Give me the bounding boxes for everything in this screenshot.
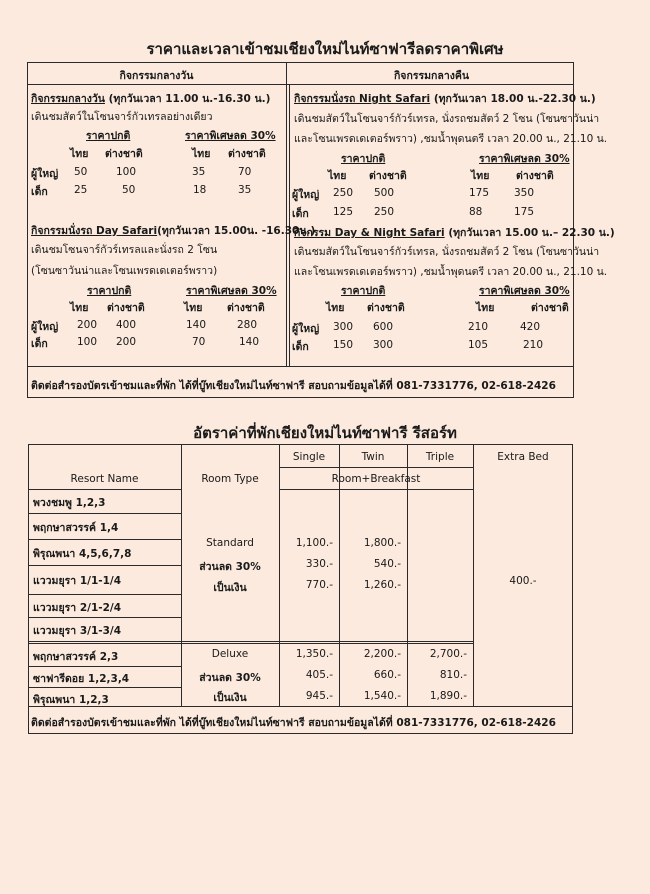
foreign-label: ต่างชาติ — [369, 170, 407, 182]
price-cell: 100 — [116, 166, 137, 178]
col-twin: Twin — [361, 451, 385, 463]
price-cell: 420 — [520, 321, 541, 333]
price-cell: 250 — [333, 187, 354, 199]
resort-name: แววมยุรา 2/1-2/4 — [33, 602, 122, 614]
room-type-deluxe: Deluxe — [211, 648, 249, 660]
night-header: กิจกรรมกลางคืน — [393, 70, 470, 82]
price-cell: 1,260.- — [363, 579, 401, 591]
net-price-label: เป็นเงิน — [213, 692, 247, 704]
price-cell: 35 — [238, 184, 252, 196]
foreign-label: ต่างชาติ — [516, 170, 554, 182]
price-cell: 50 — [122, 184, 136, 196]
adult-label: ผู้ใหญ่ — [31, 168, 59, 180]
price-cell: 70 — [192, 336, 206, 348]
col-single: Single — [292, 451, 326, 463]
day-act2-title: กิจกรรมนั่งรถ Day Safari — [31, 225, 158, 237]
resort-name: แววมยุรา 3/1-3/4 — [33, 625, 122, 637]
thai-label: ไทย — [70, 302, 89, 314]
thai-label: ไทย — [326, 302, 345, 314]
resort-name: พฤกษาสวรรค์ 2,3 — [33, 651, 119, 663]
foreign-label: ต่างชาติ — [227, 302, 265, 314]
price-cell: 500 — [374, 187, 395, 199]
col-room-type: Room Type — [201, 473, 259, 485]
night-act1-time: (ทุกวันเวลา 18.00 น.-22.30 น.) — [433, 93, 596, 105]
night-act2-title: กิจกรรม Day & Night Safari — [294, 227, 445, 239]
price-cell: 100 — [77, 336, 98, 348]
child-label: เด็ก — [292, 208, 309, 220]
thai-label: ไทย — [184, 302, 203, 314]
resort-name: พิรุณพนา 1,2,3 — [33, 694, 109, 706]
foreign-label: ต่างชาติ — [228, 148, 266, 160]
special-price-label: ราคาพิเศษลด 30% — [186, 285, 277, 297]
normal-price-label: ราคาปกติ — [341, 153, 386, 165]
price-cell: 350 — [514, 187, 535, 199]
day-act2-time: (ทุกวันเวลา 15.00น. -16.30น.) — [157, 225, 316, 237]
adult-label: ผู้ใหญ่ — [31, 321, 59, 333]
normal-price-label: ราคาปกติ — [341, 285, 386, 297]
price-cell: 600 — [373, 321, 394, 333]
special-price-label: ราคาพิเศษลด 30% — [479, 153, 570, 165]
price-cell: 540.- — [373, 558, 401, 570]
night-act1-desc1: เดินชมสัตว์ในโซนจาร์กัวร์เทรล, นั่งรถชมสัตว์ 2 โซน (โซนซาวันน่า — [294, 113, 600, 125]
col-extra-bed: Extra Bed — [497, 451, 549, 463]
child-label: เด็ก — [31, 186, 48, 198]
night-act2-time: (ทุกวันเวลา 15.00 น.– 22.30 น.) — [448, 227, 615, 239]
night-act1-desc2: และโซนเพรดเดเตอร์พราว) ,ชมน้ำพุดนตรี เวลา 20.00 น., 21.10 น. — [294, 133, 608, 145]
special-price-label: ราคาพิเศษลด 30% — [479, 285, 570, 297]
child-label: เด็ก — [292, 341, 309, 353]
price-cell: 1,350.- — [295, 648, 333, 660]
discount-label: ส่วนลด 30% — [199, 672, 261, 684]
normal-price-label: ราคาปกติ — [86, 130, 131, 142]
price-cell: 770.- — [305, 579, 333, 591]
price-cell: 70 — [238, 166, 252, 178]
price-cell: 88 — [469, 206, 483, 218]
price-cell: 2,200.- — [363, 648, 401, 660]
price-cell: 300 — [333, 321, 354, 333]
price-cell: 1,100.- — [295, 537, 333, 549]
price-cell: 405.- — [305, 669, 333, 681]
resort-title: อัตราค่าที่พักเชียงใหม่ไนท์ซาฟารี รีสอร์ท — [193, 424, 457, 442]
col-triple: Triple — [425, 451, 455, 463]
day-act2-desc2: (โซนซาวันน่าและโซนเพรดเดเตอร์พราว) — [31, 265, 218, 277]
contact-line: ติดต่อสำรองบัตรเข้าชมและที่พัก ได้ที่บู๊ทเชียงใหม่ไนท์ซาฟารี สอบถามข้อมูลได้ที่ 081-7331776, 02-618-2426 — [31, 717, 556, 729]
price-cell: 810.- — [439, 669, 467, 681]
foreign-label: ต่างชาติ — [107, 302, 145, 314]
price-cell: 660.- — [373, 669, 401, 681]
net-price-label: เป็นเงิน — [213, 582, 247, 594]
price-cell: 945.- — [305, 690, 333, 702]
discount-label: ส่วนลด 30% — [199, 561, 261, 573]
day-act1-time: (ทุกวันเวลา 11.00 น.-16.30 น.) — [108, 93, 271, 105]
resort-name: ซาฟารีดอย 1,2,3,4 — [33, 673, 130, 685]
price-cell: 25 — [74, 184, 88, 196]
night-activity-2 — [294, 224, 615, 241]
night-act2-desc2: และโซนเพรดเดเตอร์พราว) ,ชมน้ำพุดนตรี เวลา 20.00 น., 21.10 น. — [294, 266, 608, 278]
price-cell: 125 — [333, 206, 354, 218]
foreign-label: ต่างชาติ — [367, 302, 405, 314]
night-activity-1 — [294, 90, 596, 107]
adult-label: ผู้ใหญ่ — [292, 189, 320, 201]
price-cell: 150 — [333, 339, 354, 351]
price-cell: 400 — [116, 319, 137, 331]
price-cell: 280 — [237, 319, 258, 331]
thai-label: ไทย — [192, 148, 211, 160]
day-act1-desc: เดินชมสัตว์ในโซนจาร์กัวเทรลอย่างเดียว — [31, 111, 213, 123]
price-cell: 210 — [523, 339, 544, 351]
thai-label: ไทย — [476, 302, 495, 314]
price-cell: 140 — [239, 336, 260, 348]
room-breakfast-label: Room+Breakfast — [331, 473, 421, 485]
price-cell: 1,890.- — [429, 690, 467, 702]
resort-name: แววมยุรา 1/1-1/4 — [33, 575, 122, 587]
foreign-label: ต่างชาติ — [105, 148, 143, 160]
day-act1-title: กิจกรรมกลางวัน — [31, 93, 105, 105]
thai-label: ไทย — [70, 148, 89, 160]
price-cell: 140 — [186, 319, 207, 331]
thai-label: ไทย — [328, 170, 347, 182]
child-label: เด็ก — [31, 338, 48, 350]
resort-name: พิรุณพนา 4,5,6,7,8 — [33, 548, 132, 560]
day-activity-2 — [31, 222, 315, 239]
price-cell: 1,800.- — [363, 537, 401, 549]
price-cell: 1,540.- — [363, 690, 401, 702]
price-cell: 300 — [373, 339, 394, 351]
adult-label: ผู้ใหญ่ — [292, 323, 320, 335]
day-act2-desc1: เดินชมโซนจาร์กัวร์เทรลและนั่งรถ 2 โซน — [31, 244, 218, 256]
day-activity-1 — [31, 90, 270, 107]
price-cell: 200 — [77, 319, 98, 331]
night-act1-title: กิจกรรมนั่งรถ Night Safari — [294, 93, 431, 105]
price-cell: 35 — [192, 166, 206, 178]
foreign-label: ต่างชาติ — [531, 302, 569, 314]
special-price-label: ราคาพิเศษลด 30% — [185, 130, 276, 142]
extra-bed-price: 400.- — [509, 575, 537, 587]
resort-name: พวงชมพู 1,2,3 — [33, 497, 106, 509]
price-cell: 18 — [193, 184, 207, 196]
night-act2-desc1: เดินชมสัตว์ในโซนจาร์กัวร์เทรล, นั่งรถชมสัตว์ 2 โซน (โซนซาวันน่า — [294, 246, 600, 258]
price-cell: 175 — [469, 187, 490, 199]
price-cell: 210 — [468, 321, 489, 333]
col-resort-name: Resort Name — [70, 473, 139, 485]
page-title: ราคาและเวลาเข้าชมเชียงใหม่ไนท์ซาฟารีลดราคาพิเศษ — [146, 40, 504, 58]
price-cell: 200 — [116, 336, 137, 348]
resort-name: พฤกษาสวรรค์ 1,4 — [33, 522, 119, 534]
price-cell: 105 — [468, 339, 489, 351]
price-cell: 175 — [514, 206, 535, 218]
contact-line: ติดต่อสำรองบัตรเข้าชมและที่พัก ได้ที่บู๊ทเชียงใหม่ไนท์ซาฟารี สอบถามข้อมูลได้ที่ 081-7331776, 02-618-2426 — [31, 380, 556, 392]
day-header: กิจกรรมกลางวัน — [119, 70, 194, 82]
normal-price-label: ราคาปกติ — [87, 285, 132, 297]
price-cell: 330.- — [305, 558, 333, 570]
room-type-standard: Standard — [206, 537, 254, 549]
price-cell: 2,700.- — [429, 648, 467, 660]
price-cell: 50 — [74, 166, 88, 178]
thai-label: ไทย — [471, 170, 490, 182]
price-cell: 250 — [374, 206, 395, 218]
